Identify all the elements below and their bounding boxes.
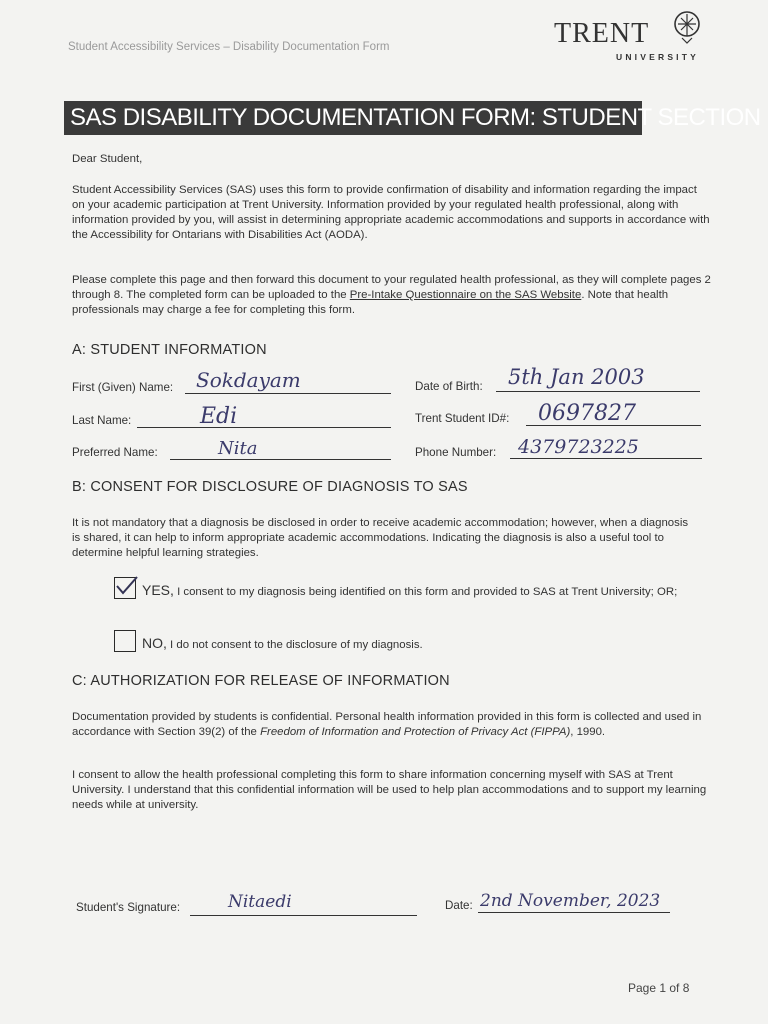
yes-description: I consent to my diagnosis being identified on this form and provided to SAS at Trent University; OR; [173, 586, 678, 598]
phone-line [510, 458, 702, 459]
no-description: I do not consent to the disclosure of my diagnosis. [166, 639, 423, 651]
form-title-banner: SAS DISABILITY DOCUMENTATION FORM: STUDENT SECTION [64, 101, 642, 135]
section-b-title: B: CONSENT FOR DISCLOSURE OF DIAGNOSIS TO SAS [72, 479, 468, 495]
consent-no-text [142, 636, 642, 653]
greeting: Dear Student, [72, 153, 143, 165]
preferred-name-field[interactable]: Nita [218, 438, 258, 459]
first-name-label: First (Given) Name: [72, 381, 174, 394]
preferred-name-label: Preferred Name: [72, 446, 158, 459]
last-name-field[interactable]: Edi [200, 404, 238, 429]
fippa-act-name: Freedom of Information and Protection of Privacy Act (FIPPA) [260, 726, 571, 738]
intro-paragraph-1: Student Accessibility Services (SAS) uses this form to provide confirmation of disability and information regarding the impact on your academic participation at Trent University. Information provided by your regulated health professional, along with information provided by you, will assist in determining appropriate academic accommodations and supports in accordance with the Accessibility for Ontarians with Disabilities Act (AODA). [72, 184, 710, 241]
no-label: NO, [142, 635, 167, 651]
phone-field[interactable]: 4379723225 [518, 436, 639, 458]
phone-label: Phone Number: [415, 446, 497, 459]
running-header: Student Accessibility Services – Disability Documentation Form [68, 41, 390, 53]
preferred-name-line [170, 459, 391, 460]
signature-field[interactable]: Nitaedi [228, 892, 292, 912]
consent-yes-text [120, 583, 690, 600]
intro-paragraph-2 [72, 273, 712, 318]
yes-label: YES, [142, 582, 174, 598]
trent-university-logo [554, 8, 714, 64]
section-a-title: A: STUDENT INFORMATION [72, 342, 267, 358]
first-name-line [185, 393, 391, 394]
date-line [478, 912, 670, 913]
intro-p2-text-a: Please complete this page and then forward this document to your regulated health professional, as they will complete pages 2 through 8. The completed form can be uploaded to the [72, 274, 711, 301]
student-id-label: Trent Student ID#: [415, 412, 510, 425]
dob-line [496, 391, 700, 392]
signature-line [190, 915, 417, 916]
fippa-text-b: , 1990. [570, 726, 606, 738]
crest-icon [672, 10, 702, 44]
first-name-field[interactable]: Sokdayam [196, 368, 301, 392]
date-field[interactable]: 2nd November, 2023 [480, 891, 661, 911]
dob-label: Date of Birth: [415, 380, 483, 393]
section-c-paragraph-2: I consent to allow the health professional completing this form to share information concerning myself with SAS at Trent University. I understand that this confidential information will be used to help plan accommodations and to support my learning needs while at university. [72, 769, 707, 811]
intro-p2-text-b: . Note that health professionals may charge a fee for completing this form. [72, 289, 669, 316]
signature-label: Student's Signature: [76, 901, 181, 914]
last-name-label: Last Name: [72, 414, 132, 427]
consent-no-checkbox[interactable] [114, 630, 136, 652]
section-c-title: C: AUTHORIZATION FOR RELEASE OF INFORMATION [72, 673, 450, 689]
student-id-field[interactable]: 0697827 [538, 401, 636, 426]
date-label: Date: [445, 899, 473, 912]
page-number: Page 1 of 8 [628, 981, 690, 995]
fippa-text-a: Documentation provided by students is confidential. Personal health information provided in this form is collected and used in accordance with Section 39(2) of the [72, 711, 702, 738]
section-c-paragraph-1 [72, 710, 712, 740]
section-b-body: It is not mandatory that a diagnosis be disclosed in order to receive academic accommodation; however, when a diagnosis is shared, it can help to inform appropriate academic accommodations. Indicating the diagnosis is also a useful tool to determine helpful learning strategies. [72, 517, 689, 559]
logo-subtitle: UNIVERSITY [616, 52, 700, 62]
logo-wordmark: TRENT [554, 18, 650, 49]
last-name-line [137, 427, 391, 428]
sas-website-link[interactable]: Pre-Intake Questionnaire on the SAS Website [349, 289, 582, 301]
dob-field[interactable]: 5th Jan 2003 [508, 365, 645, 389]
